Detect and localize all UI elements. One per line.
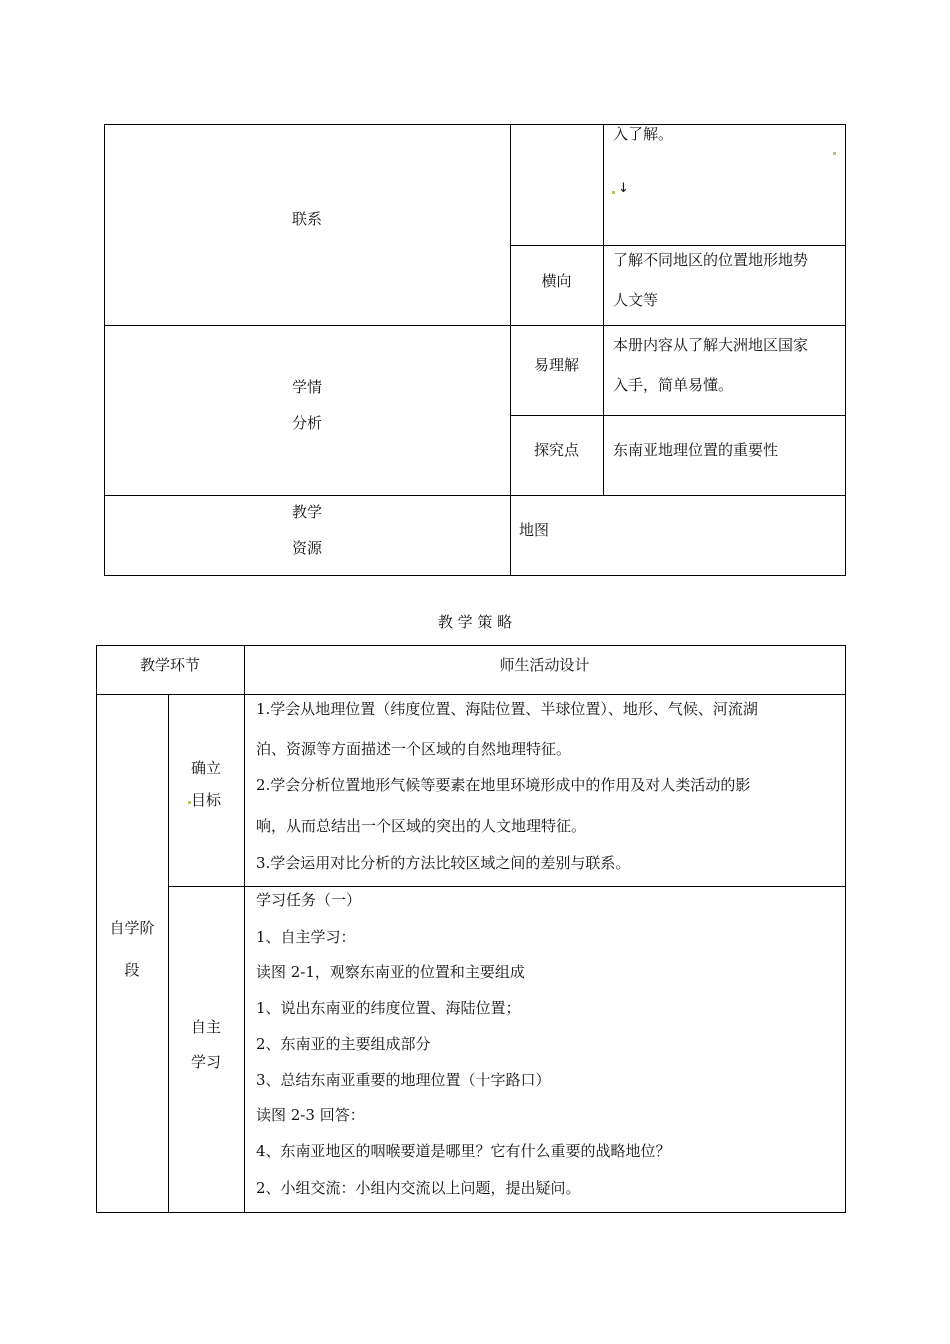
table-2-border-bottom bbox=[96, 1212, 846, 1213]
table-1-divider bbox=[510, 415, 846, 416]
table-2-divider bbox=[96, 694, 846, 695]
task-line: 读图 2-1，观察东南亚的位置和主要组成 bbox=[256, 963, 525, 981]
table-1-border-bottom bbox=[104, 575, 846, 576]
header-teaching-step: 教学环节 bbox=[139, 656, 200, 674]
yilijie-text-1: 本册内容从了解大洲地区国家 bbox=[613, 336, 809, 354]
down-arrow-icon: ↓ bbox=[618, 181, 629, 196]
section-title: 教 学 策 略 bbox=[437, 613, 513, 631]
stage-label-1: 自学阶 bbox=[109, 919, 155, 937]
ziyuan-label-2: 资源 bbox=[291, 539, 322, 557]
goal-line: 3.学会运用对比分析的方法比较区域之间的差别与联系。 bbox=[256, 854, 631, 872]
goal-label-1: 确立 bbox=[190, 759, 221, 777]
study-label-1: 自主 bbox=[190, 1018, 221, 1036]
table-2-divider bbox=[168, 886, 846, 887]
study-label-2: 学习 bbox=[190, 1053, 221, 1071]
table-1-border-right bbox=[845, 124, 846, 576]
lianxi-label: 联系 bbox=[291, 210, 322, 228]
mark-dot bbox=[833, 152, 836, 155]
tanjiu-label: 探究点 bbox=[533, 441, 579, 459]
mark-dot bbox=[188, 801, 191, 804]
hengxiang-text-1: 了解不同地区的位置地形地势 bbox=[613, 251, 809, 269]
mark-dot bbox=[612, 191, 615, 194]
table-1-divider bbox=[510, 124, 511, 576]
ziyuan-value: 地图 bbox=[519, 521, 550, 539]
table-1-divider bbox=[104, 495, 846, 496]
table-2-border-top bbox=[96, 645, 846, 646]
table-1-divider bbox=[104, 325, 846, 326]
goal-label-2: 目标 bbox=[190, 791, 221, 809]
xueqing-label-1: 学情 bbox=[291, 378, 322, 396]
task-line: 3、总结东南亚重要的地理位置（十字路口） bbox=[256, 1071, 551, 1089]
header-activity-design: 师生活动设计 bbox=[499, 656, 590, 674]
task-line: 2、东南亚的主要组成部分 bbox=[256, 1035, 431, 1053]
yilijie-label: 易理解 bbox=[533, 356, 579, 374]
tanjiu-text: 东南亚地理位置的重要性 bbox=[613, 441, 779, 459]
goal-line: 2.学会分析位置地形气候等要素在地里环境形成中的作用及对人类活动的影 bbox=[256, 776, 751, 794]
goal-line: 响，从而总结出一个区域的突出的人文地理特征。 bbox=[256, 817, 587, 835]
yilijie-text-2: 入手，简单易懂。 bbox=[613, 376, 734, 394]
lianxi-text: 入了解。 bbox=[613, 125, 674, 143]
stage-label-2: 段 bbox=[124, 961, 140, 979]
goal-line: 泊、资源等方面描述一个区域的自然地理特征。 bbox=[256, 740, 572, 758]
table-2-divider bbox=[244, 645, 245, 1213]
ziyuan-label-1: 教学 bbox=[291, 503, 322, 521]
task-line: 读图 2-3 回答： bbox=[256, 1106, 365, 1124]
hengxiang-text-2: 人文等 bbox=[613, 291, 659, 309]
table-1-divider bbox=[510, 245, 846, 246]
goal-line: 1.学会从地理位置（纬度位置、海陆位置、半球位置）、地形、气候、河流湖 bbox=[256, 700, 758, 718]
task-line: 2、小组交流：小组内交流以上问题，提出疑问。 bbox=[256, 1179, 581, 1197]
hengxiang-label: 横向 bbox=[541, 272, 572, 290]
table-1-border-top bbox=[104, 124, 846, 125]
task-line: 学习任务（一） bbox=[256, 891, 362, 909]
task-line: 1、说出东南亚的纬度位置、海陆位置； bbox=[256, 999, 521, 1017]
table-2-border-right bbox=[845, 645, 846, 1213]
task-line: 4、东南亚地区的咽喉要道是哪里？它有什么重要的战略地位？ bbox=[256, 1142, 671, 1160]
xueqing-label-2: 分析 bbox=[291, 414, 322, 432]
table-1-divider bbox=[603, 124, 604, 496]
task-line: 1、自主学习： bbox=[256, 928, 356, 946]
